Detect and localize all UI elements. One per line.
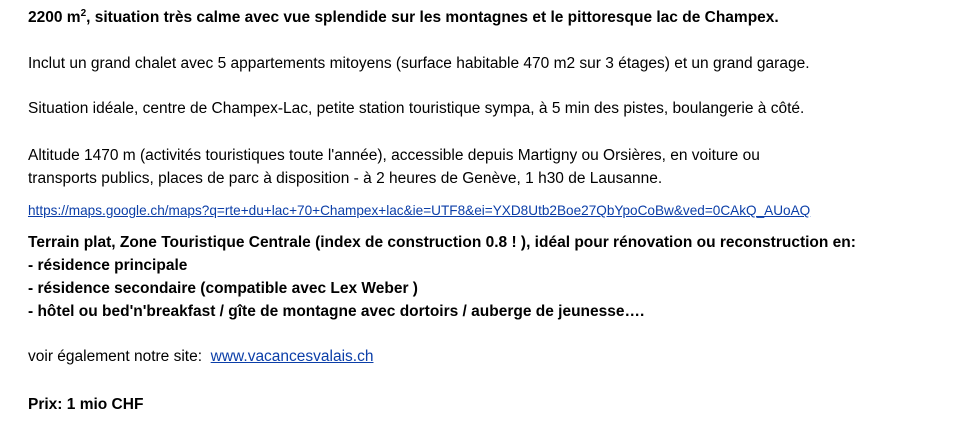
terrain-option-secondary: - résidence secondaire (compatible avec Lex Weber ) bbox=[28, 280, 418, 297]
terrain-option-principal: - résidence principale bbox=[28, 257, 188, 274]
altitude-line-2: transports publics, places de parc à disposition - à 2 heures de Genève, 1 h30 de Lausanne. bbox=[28, 170, 663, 187]
terrain-heading: Terrain plat, Zone Touristique Centrale (index de construction 0.8 ! ), idéal pour rénovation ou reconstruction en: bbox=[28, 234, 856, 251]
intro-text: , situation très calme avec vue splendide sur les montagnes et le pittoresque lac de Champex. bbox=[86, 9, 779, 26]
website-prefix: voir également notre site: bbox=[28, 348, 211, 365]
maps-link-line bbox=[28, 201, 810, 221]
terrain-option-hotel: - hôtel ou bed'n'breakfast / gîte de montagne avec dortoirs / auberge de jeunesse…. bbox=[28, 303, 645, 320]
area-exponent: 2 bbox=[80, 7, 87, 19]
chalet-paragraph: Inclut un grand chalet avec 5 appartements mitoyens (surface habitable 470 m2 sur 3 étages) et un grand garage. bbox=[28, 55, 810, 72]
altitude-line-1: Altitude 1470 m (activités touristiques toute l'année), accessible depuis Martigny ou Orsières, en voiture ou bbox=[28, 147, 760, 164]
price-line: Prix: 1 mio CHF bbox=[28, 396, 144, 413]
area-value: 2200 m bbox=[28, 9, 81, 26]
intro-line bbox=[28, 8, 779, 28]
website-link[interactable]: www.vacancesvalais.ch bbox=[210, 348, 374, 365]
location-paragraph: Situation idéale, centre de Champex-Lac, petite station touristique sympa, à 5 min des pistes, boulangerie à côté. bbox=[28, 100, 805, 117]
maps-link[interactable]: https://maps.google.ch/maps?q=rte+du+lac+70+Champex+lac&ie=UTF8&ei=YXD8Utb2Boe27QbYpoCoBw&ved=0CAkQ_AUoAQ bbox=[28, 203, 811, 218]
website-line bbox=[28, 347, 373, 367]
